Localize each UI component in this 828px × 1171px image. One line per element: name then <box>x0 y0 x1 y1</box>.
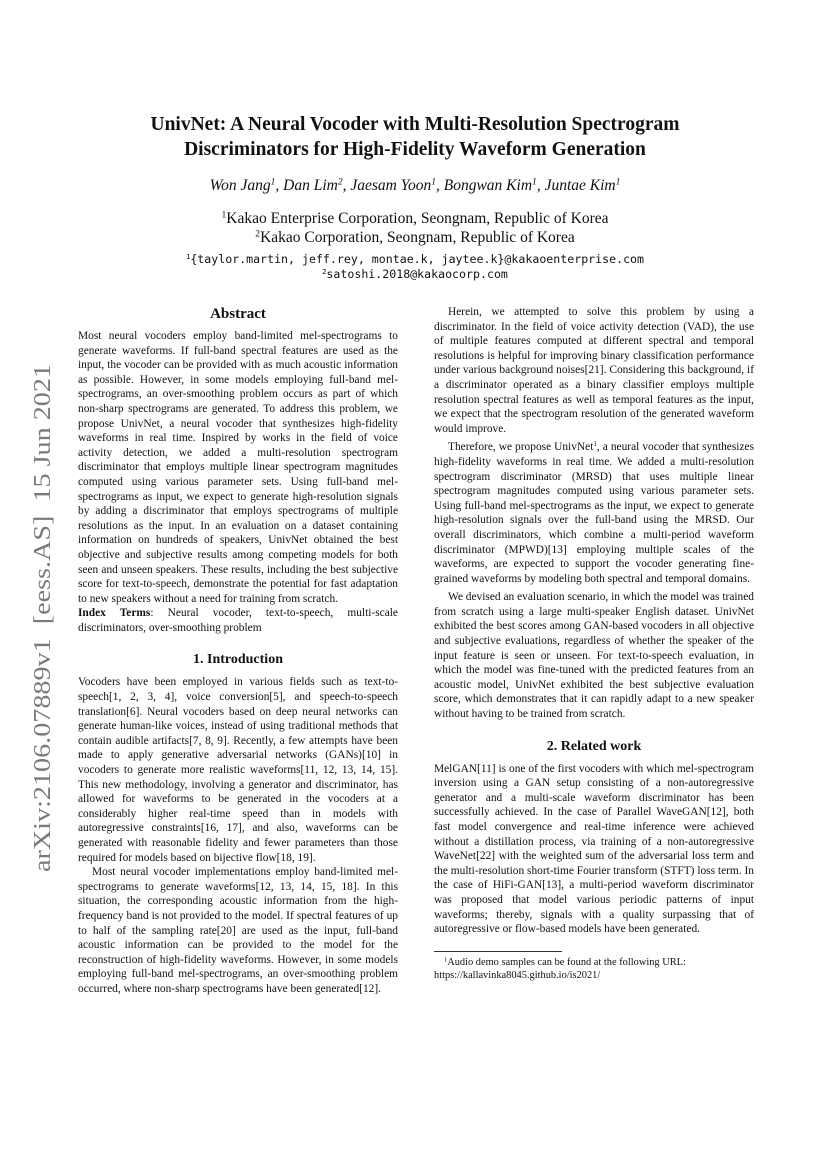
author: Bongwan Kim <box>443 177 533 194</box>
author-affiliation-mark: 1 <box>615 176 621 188</box>
right-column <box>434 305 754 982</box>
email-line <box>100 267 730 282</box>
arxiv-identifier: arXiv:2106.07889v1 [eess.AS] 15 Jun 2021 <box>29 429 56 872</box>
author: Juntae Kim <box>544 177 616 194</box>
affiliations <box>100 209 730 247</box>
paper-title <box>100 112 730 162</box>
author: Jaesam Yoon <box>350 177 432 194</box>
index-terms-text: : Neural vocoder, text-to-speech, multi-scale discriminators, over-smoothing problem <box>78 607 398 634</box>
intro-paragraph-2: Most neural vocoder implementations employ band-limited mel-spectrograms to generate waveforms[12, 13, 14, 15, 18]. In this situation, the corresponding acoustic information from the high-frequency band is not provided to the model. If spectral features of up to half of the sampling rate[20] are used as the input, full-band acoustic information can be provided to the model for the reconstruction of high-fidelity waveforms. However, in some models employing full-band mel-spectrograms, an over-smoothing problem occurred, where non-sharp spectrograms have been generated[12]. <box>78 866 398 995</box>
affiliation-line <box>100 209 730 228</box>
footnote-number: 1 <box>444 956 448 964</box>
introduction-heading: 1. Introduction <box>193 652 283 668</box>
author: Won Jang <box>209 177 271 194</box>
intro-paragraph-4 <box>434 440 754 586</box>
left-column <box>78 305 398 997</box>
email-mark: 1 <box>185 252 191 262</box>
intro-paragraph-1: Vocoders have been employed in various fields such as text-to-speech[1, 2, 3, 4], voice conversion[5], and speech-to-speech translation[6]. Neural vocoders based on deep neural networks can generate human-like voices, instead of using traditional methods that contain audible artifacts[7, 8, 9]. Recently, a few attempts have been made to apply generative adversarial networks (GANs)[10] in vocoders to generate more realistic waveforms[11, 12, 13, 14, 15]. This new methodology, involving a generator and discriminator, has allowed for waveforms to be generated in the vocoders at a considerably higher real-time speed than in models with autoregressive constraints[16, 17], and also, waveforms can be generated with reasonable fidelity and fewer parameters than those required for models based on bijective flow[18, 19]. <box>78 676 398 864</box>
index-terms-label: Index Terms <box>78 607 151 620</box>
author-affiliation-mark: 2 <box>337 176 343 188</box>
author: Dan Lim <box>283 177 338 194</box>
index-terms <box>78 606 398 635</box>
email-mark: 2 <box>322 267 327 277</box>
abstract-text: Most neural vocoders employ band-limited mel-spectrograms to generate waveforms. If full-band spectral features are used as the input, the vocoder can be provided with as much acoustic information as possible. However, in some models employing full-band mel-spectrograms, an over-smoothing problem occurs as part of which non-sharp spectrograms are generated. To address this problem, we propose UnivNet, a neural vocoder that synthesizes high-fidelity waveforms in real time. Inspired by works in the field of voice activity detection, we added a multi-resolution spectrogram discriminator that employs multiple linear spectrogram magnitudes computed using various parameter sets. Using full-band mel-spectrograms as input, we expect to generate high-resolution signals by adding a discriminator that employs spectrograms of multiple resolutions as the input. In an evaluation on a dataset containing information on hundreds of speakers, UnivNet obtained the best objective and subjective results among competing models for both seen and unseen speakers. These results, including the best subjective score for text-to-speech, demonstrate the potential for fast adaptation to new speakers without a need for training from scratch. <box>78 330 398 605</box>
affiliation-text: Kakao Enterprise Corporation, Seongnam, Republic of Korea <box>226 210 609 227</box>
intro-paragraph-5: We devised an evaluation scenario, in which the model was trained from scratch using a large multi-speaker English dataset. UnivNet exhibited the best scores among GAN-based vocoders in all objective and subjective evaluations, regardless of whether the speaker of the input feature is seen or unseen. For text-to-speech evaluation, in which the model was fine-tuned with the predicted features from an acoustic model, UnivNet exhibited the best subjective evaluation score, which demonstrates that it can rapidly adapt to a new speaker without having to be trained from scratch. <box>434 591 754 721</box>
related-work-heading: 2. Related work <box>546 738 642 754</box>
footnote-text: Audio demo samples can be found at the following URL: https://kallavinka8045.github.io/is2021/ <box>434 956 686 981</box>
author-affiliation-mark: 1 <box>532 176 537 188</box>
title-line-2: Discriminators for High-Fidelity Waveform Generation <box>184 139 646 160</box>
author-emails <box>100 252 730 282</box>
intro-paragraph-4-start: Therefore, we propose UnivNet <box>448 441 594 454</box>
affiliation-line <box>100 228 730 247</box>
affiliation-mark: 2 <box>255 228 261 240</box>
email-text: {taylor.martin, jeff.rey, montae.k, jaytee.k}@kakaoenterprise.com <box>190 252 645 266</box>
footnote-divider <box>434 951 562 952</box>
intro-paragraph-3: Herein, we attempted to solve this problem by using a discriminator. In the field of voice activity detection (VAD), the use of multiple features computed at different spectral and temporal resolutions is helpful for improving binary classification performance under various background noises[21]. Considering this background, if a discriminator operated as a binary classifier employs multiple resolution spectral features as well as temporal features as the input, we expect that the spectrogram resolution of the generated waveform would improve. <box>434 306 754 435</box>
author-list: Won Jang$^1$, Dan Lim$^2$, Jaesam Yoon$^1$, Bongwan Kim$^1$, Juntae Kim$^1$ <box>209 176 621 194</box>
affiliation-text: Kakao Corporation, Seongnam, Republic of Korea <box>260 229 575 246</box>
title-line-1: UnivNet: A Neural Vocoder with Multi-Resolution Spectrogram <box>150 114 680 135</box>
related-work-paragraph-1: MelGAN[11] is one of the first vocoders with which mel-spectrogram inversion using a GAN setup consisting of a non-autoregressive generator and a multi-scale waveform discriminator has been successfully achieved. In the case of Parallel WaveGAN[12], both fast model convergence and real-time inference were achieved without a distillation process, via training of a non-autoregressive WaveNet[22] with the weighted sum of the adversarial loss term and the multi-resolution short-time Fourier transform (STFT) loss term. In the case of HiFi-GAN[13], a multi-period waveform discriminator was proposed that model various periodic patterns of input waveforms; thereby, signals with a quality surpassing that of autoregressive or flow-based models have been generated. <box>434 762 754 936</box>
email-text: satoshi.2018@kakaocorp.com <box>326 267 508 281</box>
author-affiliation-mark: 1 <box>431 176 436 188</box>
affiliation-mark: 1 <box>221 209 227 221</box>
arxiv-identifier-stamp <box>20 362 60 872</box>
author-affiliation-mark: 1 <box>270 176 276 188</box>
abstract-heading: Abstract <box>210 306 266 322</box>
email-line <box>100 252 730 267</box>
footnote <box>434 956 754 982</box>
footnote-mark: 1 <box>593 440 597 449</box>
intro-paragraph-4-rest: , a neural vocoder that synthesizes high-fidelity waveforms in real time. We added a multi-resolution spectrogram discriminator (MRSD) that uses multiple linear spectrogram magnitudes computed using various parameter sets. Using full-band mel-spectrograms as the input, we expect to generate high-resolution signals over the full-band using the MRSD. Our overall discriminators, which combine a multi-period waveform discriminator (MPWD)[13] employing multiple scales of the waveforms, are expected to support the vocoder generating fine-grained waveforms by modeling both spectral and temporal domains. <box>434 441 755 585</box>
